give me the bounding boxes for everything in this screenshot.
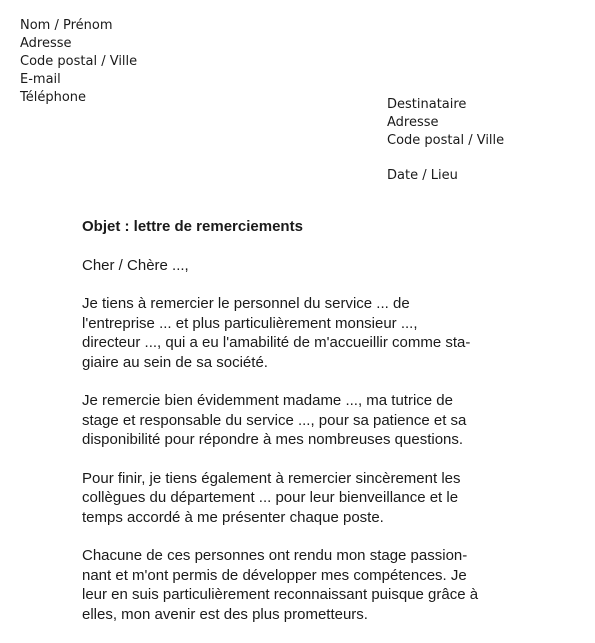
paragraph-line: giaire au sein de sa société. [82, 353, 268, 371]
paragraph-line: Pour finir, je tiens également à remercier sincèrement les [82, 469, 461, 487]
paragraph-line: stage et responsable du service ..., pour sa patience et sa [82, 411, 467, 429]
date-place: Date / Lieu [387, 168, 458, 183]
paragraph-line: Chacune de ces personnes ont rendu mon stage passion- [82, 547, 468, 564]
paragraph-line: Je remercie bien évidemment madame ..., ma tutrice de [82, 392, 453, 409]
letter-body [82, 217, 512, 643]
recipient-postal-city: Code postal / Ville [387, 133, 505, 148]
paragraph-thanks-colleagues [82, 469, 512, 528]
paragraph-line: Je tiens à remercier le personnel du service ... de [82, 295, 410, 312]
paragraph-thanks-tutor [82, 391, 512, 450]
recipient-name: Destinataire [387, 97, 467, 112]
recipient-block [387, 96, 504, 150]
sender-phone: Téléphone [20, 90, 87, 105]
letter-greeting: Cher / Chère ..., [82, 256, 189, 274]
recipient-address: Adresse [387, 115, 439, 130]
paragraph-conclusion [82, 546, 512, 624]
sender-name: Nom / Prénom [20, 18, 113, 33]
paragraph-line: nant et m'ont permis de développer mes compétences. Je [82, 566, 467, 584]
paragraph-line: leur en suis particulièrement reconnaissant puisque grâce à [82, 586, 479, 603]
paragraph-thanks-staff [82, 294, 512, 372]
paragraph-line: disponibilité pour répondre à mes nombreuses questions. [82, 431, 464, 448]
paragraph-line: collègues du département ... pour leur bienveillance et le [82, 489, 459, 506]
paragraph-line: directeur ..., qui a eu l'amabilité de m'accueillir comme sta- [82, 334, 471, 351]
paragraph-line: l'entreprise ... et plus particulièrement monsieur ..., [82, 314, 418, 332]
sender-address: Adresse [20, 36, 72, 51]
sender-postal-city: Code postal / Ville [20, 54, 138, 69]
paragraph-line: temps accordé à me présenter chaque poste. [82, 508, 384, 526]
letter-subject: Objet : lettre de remerciements [82, 218, 303, 235]
sender-email: E-mail [20, 72, 61, 87]
sender-block [20, 17, 137, 107]
paragraph-line: elles, mon avenir est des plus prometteurs. [82, 605, 368, 623]
